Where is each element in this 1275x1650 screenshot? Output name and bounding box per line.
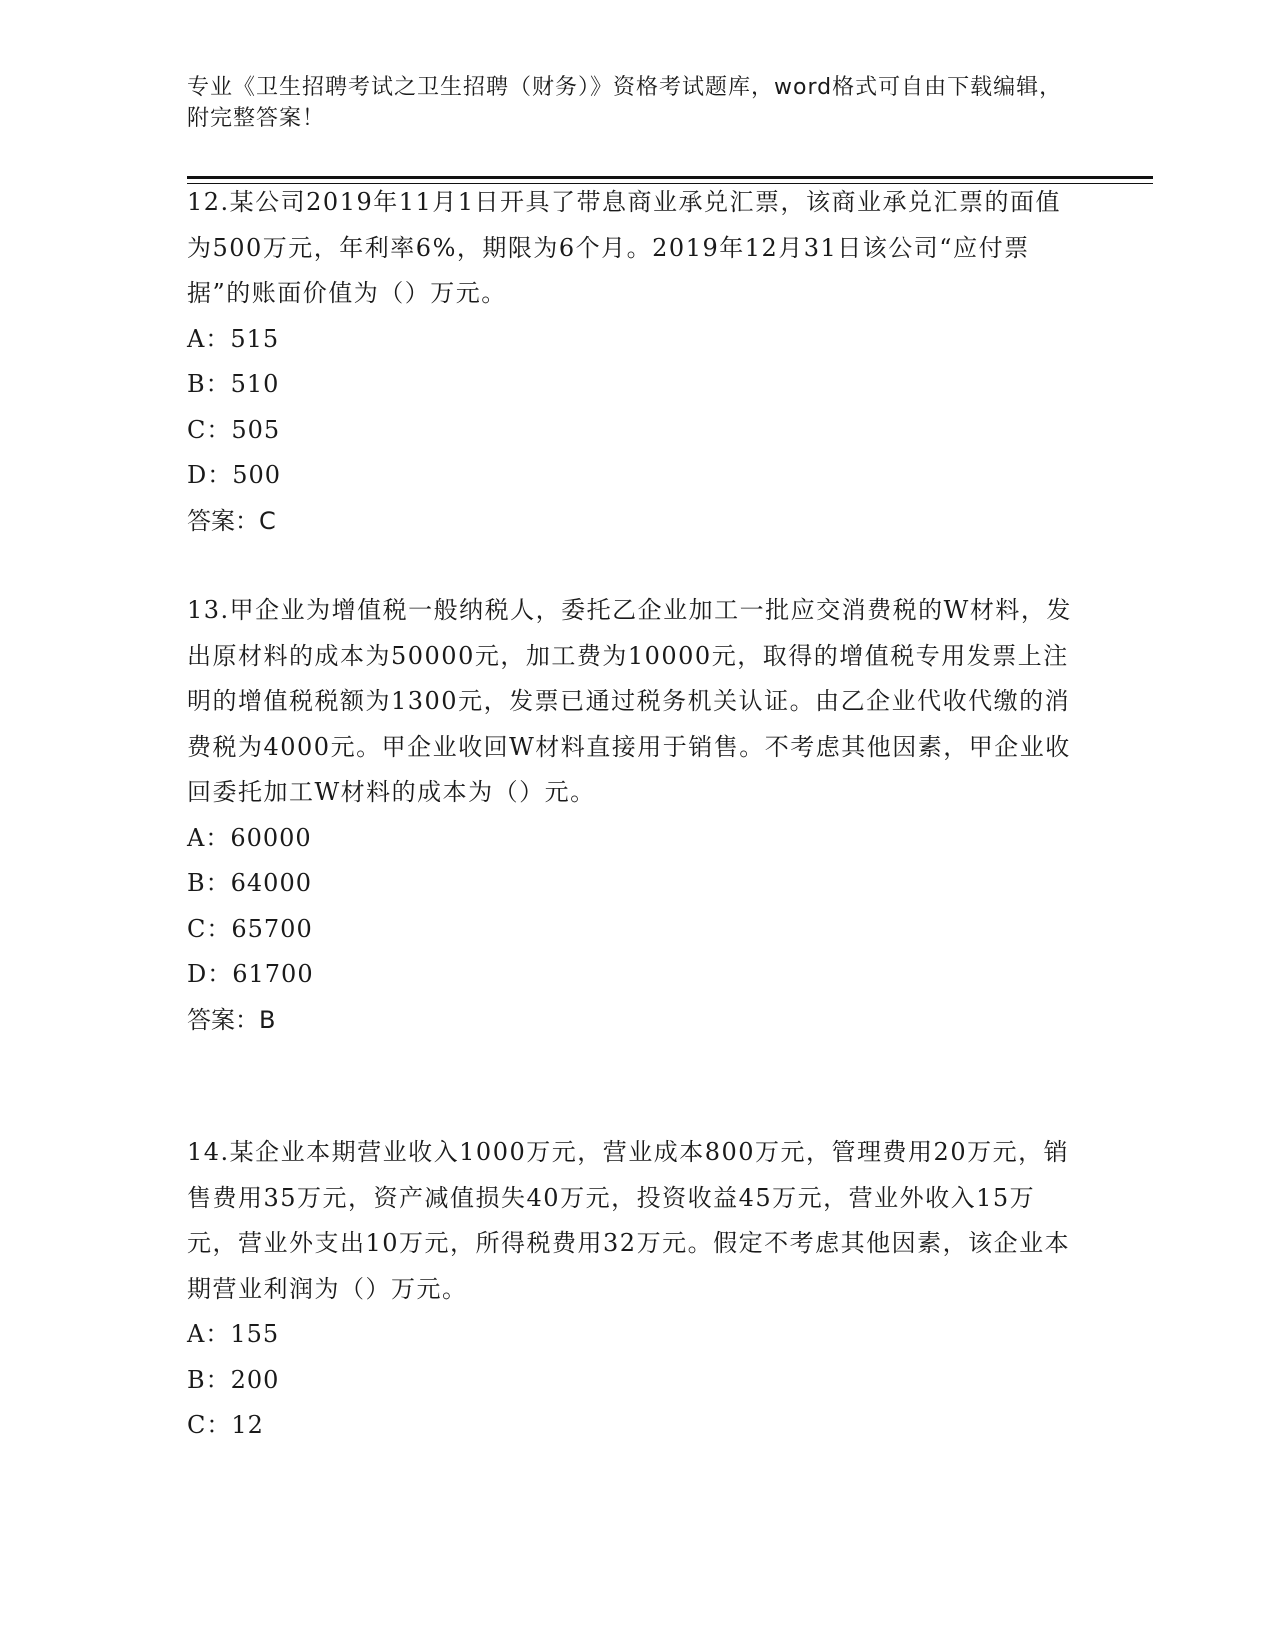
question-14 [187,1130,1077,1449]
option-c: C：505 [187,415,281,444]
question-text: 12.某公司2019年11月1日开具了带息商业承兑汇票，该商业承兑汇票的面值为500万元，年利率6%，期限为6个月。2019年12月31日该公司“应付票据”的账面价值为（）万元。 [187,188,1062,307]
option-a: A：60000 [187,823,312,852]
answer: 答案：B [187,1005,276,1034]
header-divider [187,176,1153,179]
option-b: B：64000 [187,869,312,897]
option-a: A：155 [187,1320,280,1348]
option-a: A：515 [187,324,280,353]
option-b: B：200 [187,1365,280,1394]
question-12 [187,180,1077,544]
question-13 [187,588,1077,1043]
option-d: D：500 [187,461,282,489]
option-c: C：65700 [187,914,313,943]
answer: 答案：C [187,506,276,535]
option-d: D：61700 [187,960,314,988]
option-c: C：12 [187,1411,264,1439]
question-text: 14.某企业本期营业收入1000万元，营业成本800万元，管理费用20万元，销售费用35万元，资产减值损失40万元，投资收益45万元，营业外收入15万元，营业外支出10万元，所得税费用32万元。假定不考虑其他因素，该企业本期营业利润为（）万元。 [187,1138,1071,1303]
document-header: 专业《卫生招聘考试之卫生招聘（财务）》资格考试题库，word格式可自由下载编辑，附完整答案！ [187,75,1063,131]
question-text: 13.甲企业为增值税一般纳税人，委托乙企业加工一批应交消费税的W材料，发出原材料的成本为50000元，加工费为10000元，取得的增值税专用发票上注明的增值税税额为1300元，发票已通过税务机关认证。由乙企业代收代缴的消费税为4000元。甲企业收回W材料直接用于销售。不考虑其他因素，甲企业收回委托加工W材料的成本为（）元。 [187,596,1072,806]
option-b: B：510 [187,370,280,398]
